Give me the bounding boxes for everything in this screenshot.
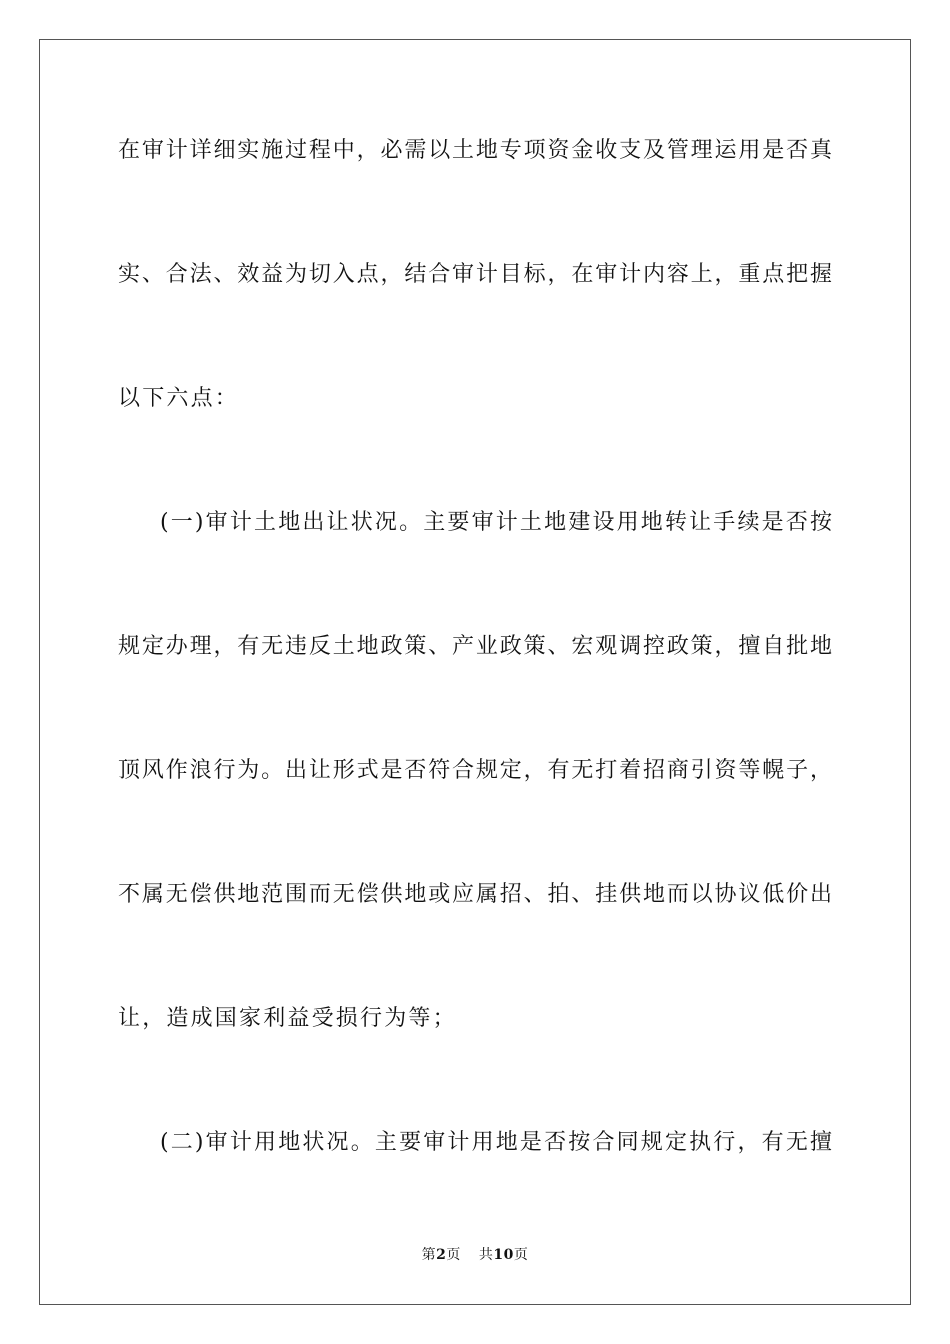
total-prefix: 共 [478,1247,494,1263]
body-text-line-6: 顶风作浪行为。出让形式是否符合规定，有无打着招商引资等幌子， [118,758,832,783]
body-text-line-4: (一)审计土地出让状况。主要审计土地建设用地转让手续是否按 [160,510,832,535]
body-text-line-5: 规定办理，有无违反土地政策、产业政策、宏观调控政策，擅自批地 [118,634,832,659]
page-suffix: 页 [446,1247,461,1263]
body-text-line-9: (二)审计用地状况。主要审计用地是否按合同规定执行，有无擅 [160,1130,832,1155]
body-text-line-8: 让，造成国家利益受损行为等； [118,1006,457,1031]
total-suffix: 页 [513,1247,529,1263]
page-prefix: 第 [421,1247,437,1263]
page-number: 2 [436,1247,447,1263]
body-text-line-3: 以下六点： [118,386,240,411]
body-text-line-7: 不属无偿供地范围而无偿供地或应属招、拍、挂供地而以协议低价出 [118,882,832,907]
page-border [39,39,911,1305]
body-text-line-1: 在审计详细实施过程中，必需以土地专项资金收支及管理运用是否真 [118,138,832,163]
body-text-line-2: 实、合法、效益为切入点，结合审计目标，在审计内容上，重点把握 [118,262,832,287]
page-footer [0,1245,950,1265]
total-pages: 10 [493,1247,514,1263]
